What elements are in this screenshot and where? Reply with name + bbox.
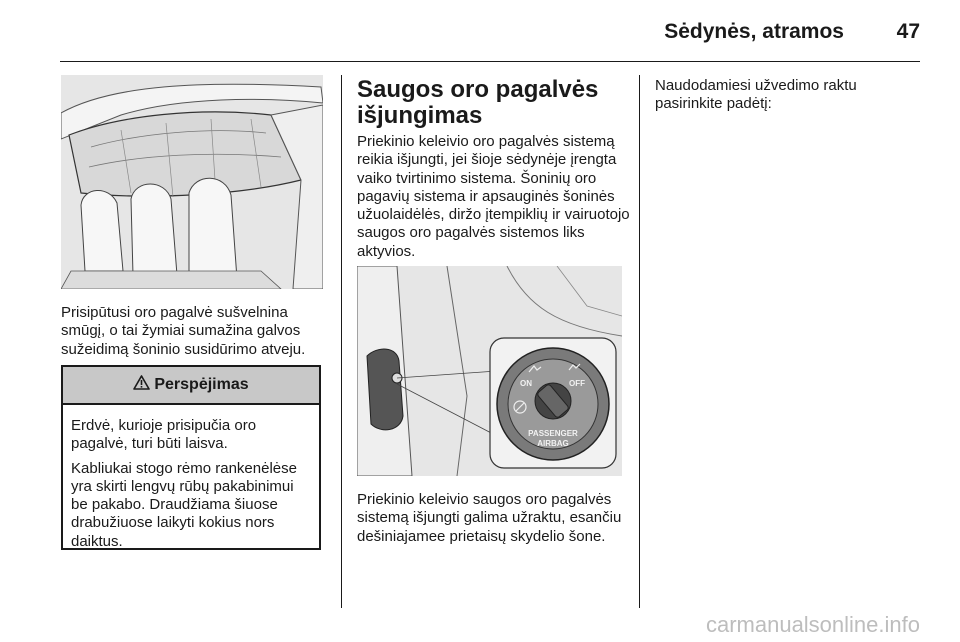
header-rule (60, 61, 920, 62)
page-number: 47 (896, 20, 920, 43)
column-divider-right (639, 75, 640, 608)
key-position-instruction: Naudodamiesi užvedimo raktu pasirinkite padėtį: (655, 77, 857, 113)
curtain-airbag-figure (61, 75, 323, 289)
warning-title: Perspėjimas (154, 376, 249, 393)
warning-triangle-icon (133, 375, 150, 395)
airbag-switch-caption: Priekinio keleivio saugos oro pagalvės sistemą išjungti galima užraktu, esančiu dešiniajamee prietaisų skydelio šone. (357, 491, 622, 545)
page-header-title: Sėdynės, atramos (664, 20, 844, 43)
airbag-switch-illustration (357, 266, 622, 476)
dial-label-off: OFF (569, 379, 585, 388)
watermark: carmanualsonline.info (705, 612, 920, 637)
dial-label-airbag: AIRBAG (537, 439, 569, 448)
warning-paragraph-2: Kabliukai stogo rėmo rankenėlėse yra skirti lengvų rūbų pakabinimui be pakabo. Draudžiama šiuose drabužiuose laikyti kokius nors daiktus. (71, 459, 297, 550)
warning-header (63, 367, 319, 405)
dial-label-on: ON (520, 379, 532, 388)
dial-label-passenger: PASSENGER (528, 429, 578, 438)
curtain-airbag-caption: Prisipūtusi oro pagalvė sušvelnina smūgį, o tai žymiai sumažina galvos sužeidimą šoninio susidūrimo atveju. (61, 304, 306, 358)
warning-box (61, 365, 321, 550)
warning-paragraph-1: Erdvė, kurioje prisipučia oro pagalvė, turi būti laisva. (71, 417, 257, 453)
airbag-deactivation-intro: Priekinio keleivio oro pagalvės sistemą reikia išjungti, jei šioje sėdynėje įrengta vaiko tvirtinimo sistema. Šoninių oro pagavių sistema ir apsauginės šoninės užuolaidėlės, diržo įtempiklių ir vairuotojo saugos oro pagalvės sistemos liks aktyvios. (357, 133, 630, 260)
airbag-switch-figure (357, 266, 622, 476)
column-divider-left (341, 75, 342, 608)
curtain-airbag-illustration (61, 75, 323, 289)
section-title: Saugos oro pagalvės išjungimas (357, 76, 599, 129)
